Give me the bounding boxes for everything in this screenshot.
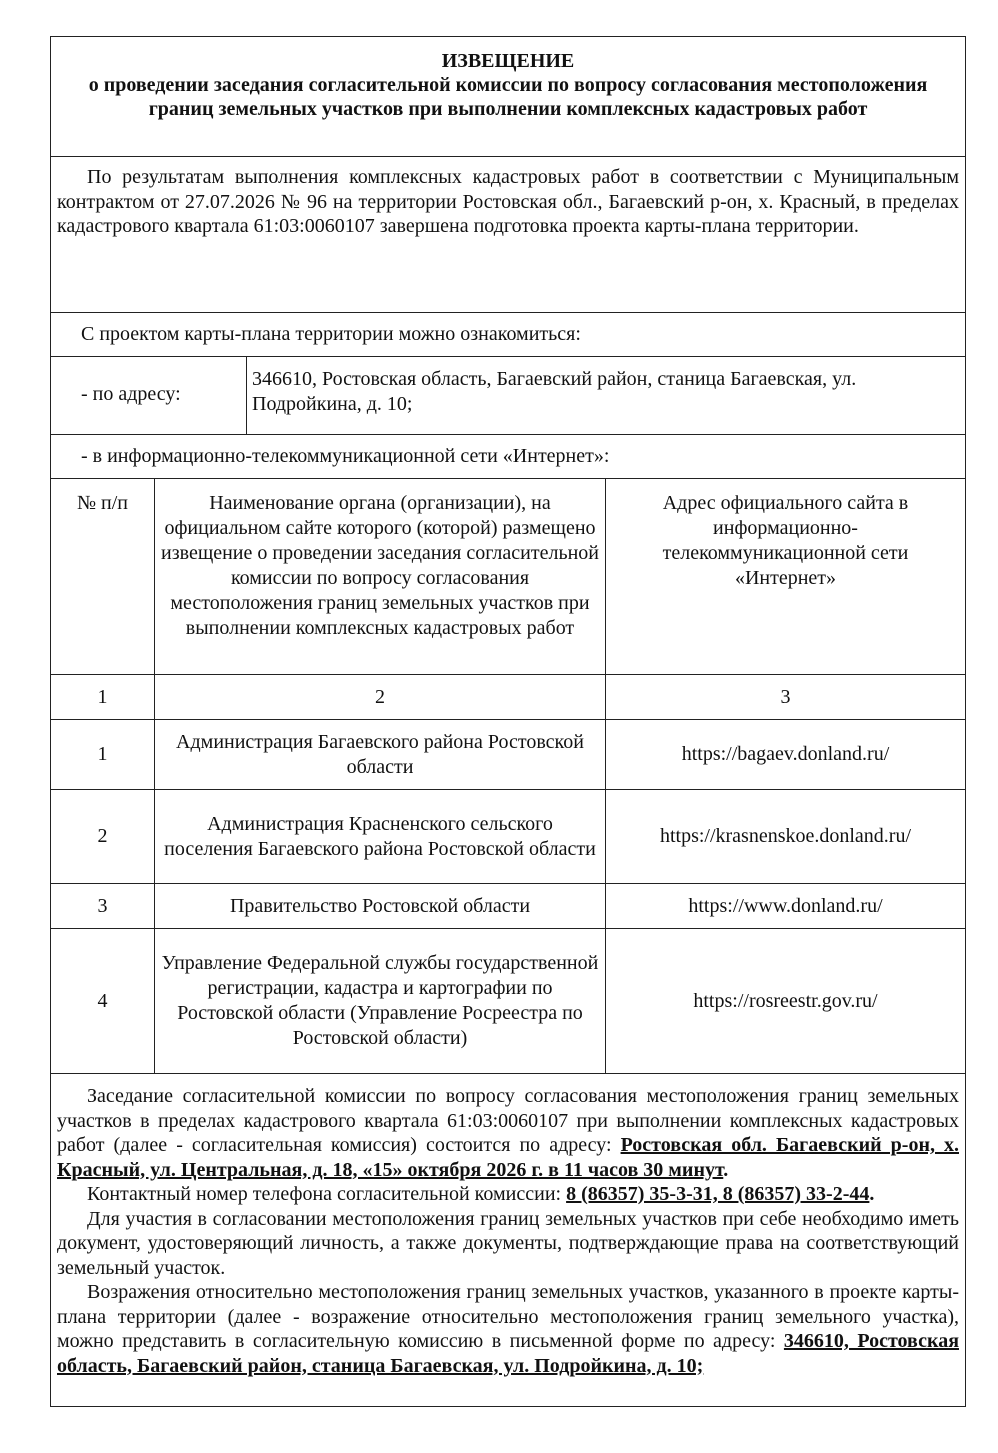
row-number: 1	[51, 720, 155, 789]
table-column-number-row	[51, 675, 965, 720]
notice-heading: ИЗВЕЩЕНИЕ	[441, 50, 575, 72]
meeting-section	[51, 1074, 965, 1378]
address-label: - по адресу:	[51, 357, 247, 434]
address-row	[51, 357, 965, 435]
header-website: Адрес официального сайта в информационно-телекоммуникационной сети «Интернет»	[662, 492, 909, 589]
column-number: 1	[51, 675, 155, 719]
meeting-paragraph	[57, 1084, 959, 1182]
row-website-link[interactable]: https://rosreestr.gov.ru/	[693, 989, 878, 1012]
objections-address: 346610, Ростовская область, Багаевский район, станица Багаевская, ул. Подройкина, д. 10;	[57, 1330, 960, 1377]
table-row	[51, 790, 965, 884]
notice-subtitle: о проведении заседания согласительной комиссии по вопросу согласования местоположения границ земельных участков при выполнении комплексных кадастровых работ	[88, 74, 928, 120]
phone-label: Контактный номер телефона согласительной комиссии:	[87, 1183, 562, 1205]
row-number: 4	[51, 929, 155, 1073]
header-organization: Наименование органа (организации), на официальном сайте которого (которой) размещено извещение о проведении заседания согласительной комиссии по вопросу согласования местоположения границ земельных участков при выполнении комплексных кадастровых работ	[155, 479, 606, 674]
familiarize-line: С проектом карты-плана территории можно ознакомиться:	[51, 313, 965, 357]
internet-label: - в информационно-телекоммуникационной сети «Интернет»:	[51, 435, 965, 479]
row-organization: Администрация Багаевского района Ростовской области	[155, 720, 606, 789]
row-website-link[interactable]: https://www.donland.ru/	[688, 894, 883, 917]
table-header-row	[51, 479, 965, 675]
meeting-place: Ростовская обл. Багаевский р-он, х. Красный, ул. Центральная, д. 18, «15» октября 2026 г. в 11 часов 30 минут	[57, 1134, 959, 1181]
row-number: 2	[51, 790, 155, 883]
meeting-text: Заседание согласительной комиссии по вопросу согласования местоположения границ земельных участков в пределах кадастрового квартала 61:03:0060107 при выполнении комплексных кадастровых работ (далее - согласительная комиссия) состоится по адресу:	[57, 1085, 959, 1156]
phone-value: 8 (86357) 35-3-31, 8 (86357) 33-2-44	[566, 1183, 870, 1205]
row-organization: Правительство Ростовской области	[155, 884, 606, 928]
header-num: № п/п	[51, 479, 155, 674]
table-row	[51, 720, 965, 790]
phone-end: .	[869, 1183, 875, 1205]
row-organization: Управление Федеральной службы государственной регистрации, кадастра и картографии по Ростовской области (Управление Росреестра по Ростовской области)	[155, 929, 606, 1073]
table-row	[51, 929, 965, 1074]
address-value: 346610, Ростовская область, Багаевский район, станица Багаевская, ул. Подройкина, д. 10;	[252, 368, 857, 415]
column-number: 2	[155, 675, 606, 719]
notice-title-block	[51, 37, 965, 157]
row-organization: Администрация Красненского сельского поселения Багаевского района Ростовской области	[155, 790, 606, 883]
objections-paragraph	[57, 1280, 959, 1378]
column-number: 3	[780, 685, 791, 708]
row-website-link[interactable]: https://bagaev.donland.ru/	[681, 743, 890, 765]
notice-document	[50, 36, 966, 1407]
objections-text: Возражения относительно местоположения границ земельных участков, указанного в проекте карты-плана территории (далее - возражение относительно местоположения границ земельного участка), можно представить в согласительную комиссию в письменной форме по адресу:	[57, 1281, 959, 1352]
row-website-link[interactable]: https://krasnenskoe.donland.ru/	[659, 825, 912, 847]
row-number: 3	[51, 884, 155, 928]
intro-paragraph: По результатам выполнения комплексных кадастровых работ в соответствии с Муниципальным контрактом от 27.07.2026 № 96 на территории Ростовская обл., Багаевский р-он, х. Красный, в пределах кадастрового квартала 61:03:0060107 завершена подготовка проекта карты-плана территории.	[57, 166, 959, 237]
meeting-place-end: .	[723, 1158, 729, 1181]
intro-section	[51, 157, 965, 313]
phone-paragraph	[57, 1182, 959, 1207]
table-row	[51, 884, 965, 929]
participation-paragraph: Для участия в согласовании местоположения границ земельных участков при себе необходимо иметь документ, удостоверяющий личность, а также документы, подтверждающие права на соответствующий земельный участок.	[57, 1207, 959, 1279]
